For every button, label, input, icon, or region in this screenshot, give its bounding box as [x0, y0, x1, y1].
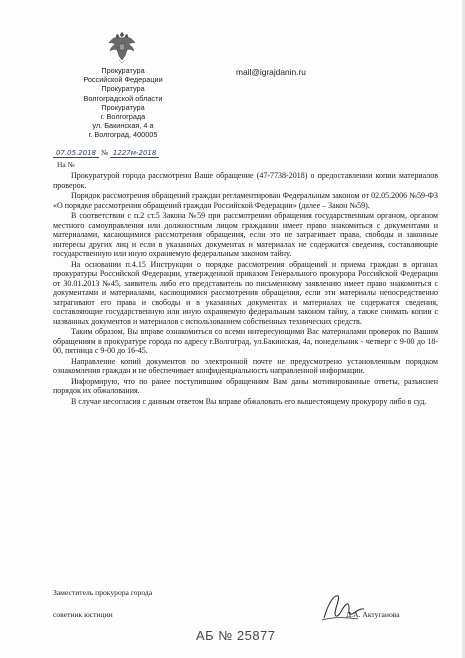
registration-number-label: № — [100, 148, 109, 157]
body-paragraph: В случае несогласия с данным ответом Вы вправе обжаловать его вышестоящему прокурору либо в суд. — [71, 396, 427, 406]
org-line: ул. Бакинская, 4 а — [92, 121, 154, 131]
body-paragraph: Порядок рассмотрения обращений граждан регламентирован Федеральным законом от 02.05.2006 №59-ФЗ «О порядке рассмотрения обращений граждан Российской Федерации» (далее – Закон №59). — [53, 191, 438, 210]
org-line: Прокуратура — [101, 102, 145, 112]
org-line: г. Волгограда — [100, 112, 146, 122]
signatory-name: Д.А. Актуганова — [346, 610, 400, 619]
body-paragraph: В соответствии с п.2 ст.5 Закона №59 при рассмотрении обращения государственным органом, органом местного самоуправления или должностным лицом гражданин имеет право знакомиться с документами и материалами, касающимися рассмотрения обращения, если это не затрагивает права, свободы и законные интересы других лиц и если в указанных документах и материалах не содержатся сведения, составляющие государственную или иную охраняемую федеральным законом тайну. — [53, 211, 438, 258]
body-paragraph: Прокуратурой города рассмотрено Ваше обращение (47-7738-2018) о предоставлении копии материалов проверок. — [53, 171, 438, 190]
org-line: г. Волгоград, 400005 — [88, 130, 158, 140]
registration-line — [53, 148, 159, 158]
org-line: Прокуратура — [101, 84, 145, 94]
body-paragraph: Информирую, что по ранее поступившим обращениям Вам даны мотивированные ответы, разъяснен порядок их обжалования. — [53, 376, 438, 395]
registration-number: 1227м-2018 — [110, 149, 159, 158]
sender-organization-block — [62, 66, 184, 140]
body-paragraph: Таким образом, Вы вправе ознакомиться со всеми интересующими Вас материалами проверок по Вашим обращениям в прокуратуре города по адресу г.Волгоград, ул.Бакинская, 4а, понедельник - четверг с 9-00 до 18-00, пятница с 9-00 до 16-45. — [53, 327, 438, 355]
form-serial-number: АБ № 25877 — [196, 628, 276, 643]
org-line: Российской Федерации — [83, 75, 163, 85]
letter-body — [53, 171, 438, 407]
registration-date: 07.05.2018 — [53, 149, 99, 158]
body-paragraph: Направление копий документов по электронной почте не предусмотрено установленным порядком ознакомления граждан и не обеспечивает конфиденциальность направленной информации. — [53, 356, 438, 375]
signatory-rank: советник юстиции — [53, 610, 113, 619]
org-line: Прокуратура — [101, 66, 145, 75]
signatory-position: Заместитель прокурора города — [53, 588, 153, 597]
reference-number-line: На № — [57, 160, 75, 169]
recipient-email: mail@igrajdanin.ru — [236, 67, 306, 77]
body-paragraph: На основании п.4.15 Инструкции о порядке рассмотрения обращений и приема граждан в органах прокуратуры Российской Федерации, утвержденной приказом Генерального прокурора Российской Федерации от 30.01.2013 №45, заявитель либо его представитель по письменному заявлению имеет право знакомиться с документами и материалами, касающимися рассмотрения обращения, если эти материалы непосредственно затрагивают его права и свободы и в указанных документах и материалах не содержатся сведения, составляющие государственную или иную охраняемую федеральным законом тайну, а также снимать копии с названных документов и материалов с использованием собственных технических средств. — [53, 259, 438, 326]
double-headed-eagle-emblem-icon — [107, 30, 137, 64]
org-line: Волгоградской области — [83, 93, 163, 103]
